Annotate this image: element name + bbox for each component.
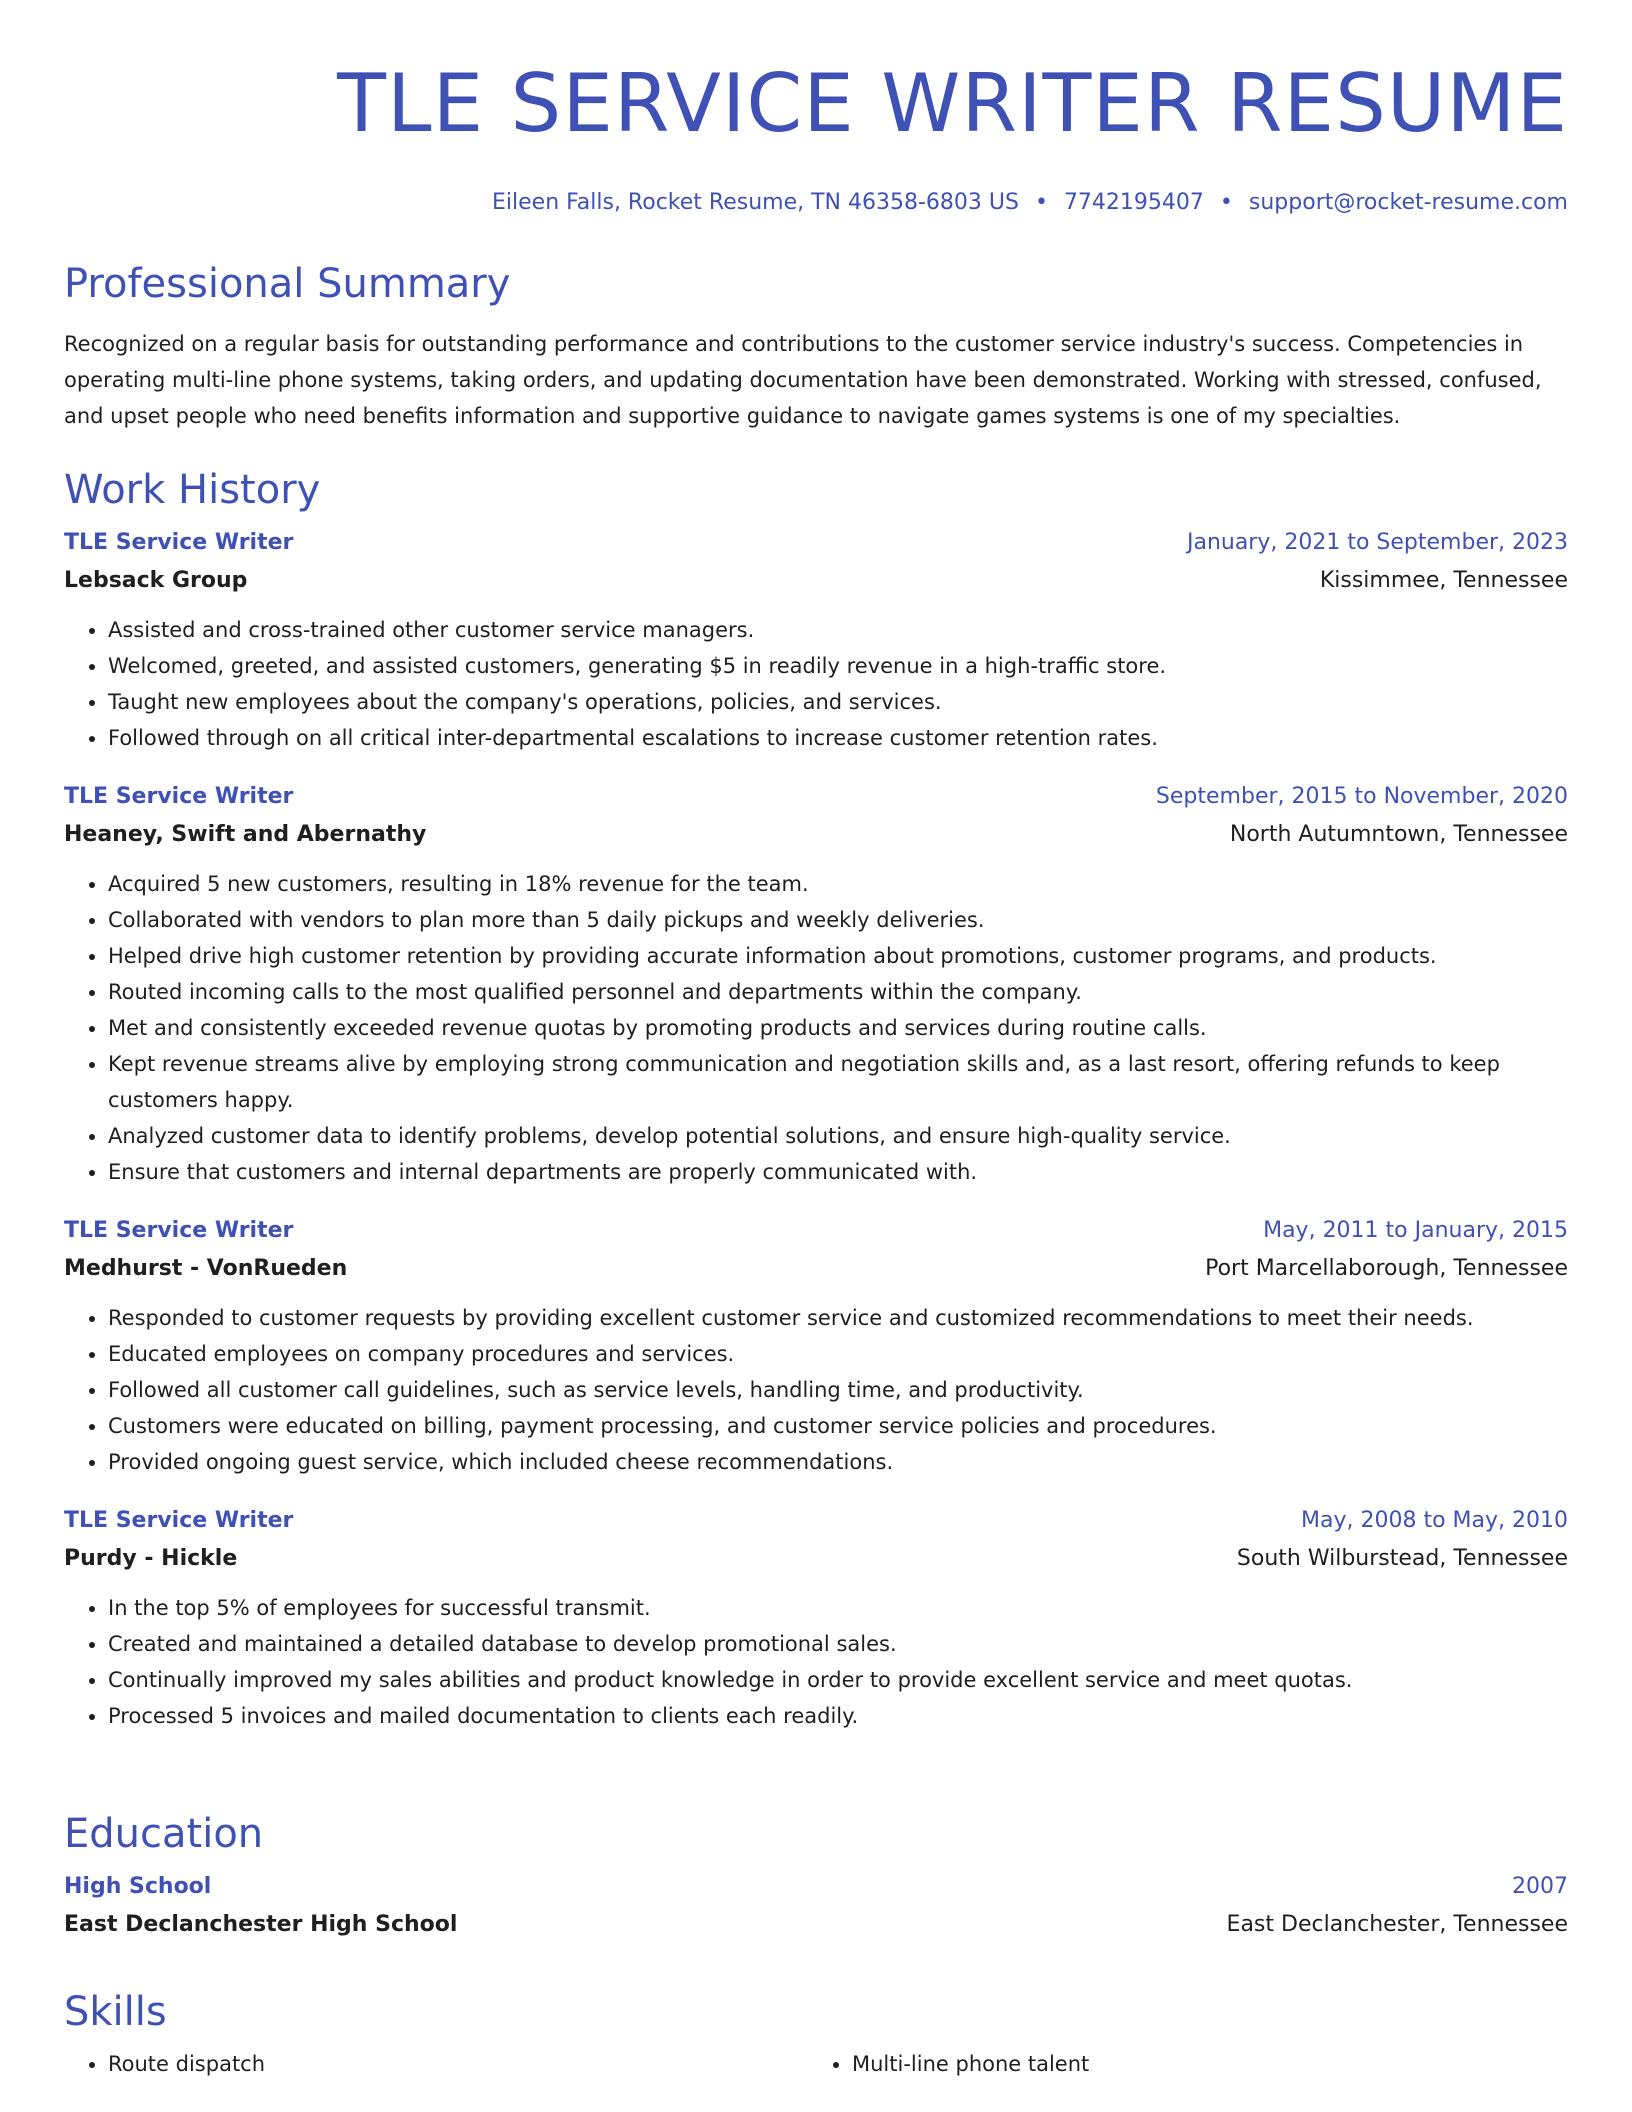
job-bullet: • Assisted and cross-trained other customer service managers.: [108, 612, 1568, 648]
job-bullet: • Taught new employees about the company's operations, policies, and services.: [108, 684, 1568, 720]
job-bullet: • Processed 5 invoices and mailed documentation to clients each readily.: [108, 1698, 1568, 1734]
work-history-heading: Work History: [64, 467, 321, 513]
education-degree: High School: [64, 1874, 212, 1899]
job-company: Lebsack Group: [64, 568, 248, 593]
job-bullets: [64, 1300, 1568, 1480]
summary-heading: Professional Summary: [64, 261, 511, 307]
job-dates: January, 2021 to September, 2023: [1186, 530, 1568, 555]
job-entry: [64, 1212, 1568, 1480]
job-title: TLE Service Writer: [64, 1508, 294, 1533]
job-dates: May, 2008 to May, 2010: [1301, 1508, 1568, 1533]
job-company-row: [64, 1540, 1568, 1578]
skill-item: • Route dispatch: [108, 2046, 808, 2082]
job-bullet: • Acquired 5 new customers, resulting in 18% revenue for the team.: [108, 866, 1568, 902]
education-school: East Declanchester High School: [64, 1912, 458, 1937]
job-title: TLE Service Writer: [64, 784, 294, 809]
contact-separator: •: [1219, 190, 1233, 215]
job-entry: [64, 524, 1568, 756]
job-entry: [64, 1502, 1568, 1734]
job-header-row: [64, 524, 1568, 562]
job-bullet: • Created and maintained a detailed database to develop promotional sales.: [108, 1626, 1568, 1662]
job-bullets: [64, 612, 1568, 756]
job-location: Port Marcellaborough, Tennessee: [1205, 1256, 1568, 1281]
job-location: South Wilburstead, Tennessee: [1236, 1546, 1568, 1571]
job-bullet: • Collaborated with vendors to plan more than 5 daily pickups and weekly deliveries.: [108, 902, 1568, 938]
job-bullet: • Ensure that customers and internal departments are properly communicated with.: [108, 1154, 1568, 1190]
job-header-row: [64, 1212, 1568, 1250]
job-bullet: • Responded to customer requests by providing excellent customer service and customized recommendations to meet their needs.: [108, 1300, 1568, 1336]
resume-title: TLE SERVICE WRITER RESUME: [337, 57, 1568, 150]
job-bullet: • Met and consistently exceeded revenue quotas by promoting products and services during routine calls.: [108, 1010, 1568, 1046]
skills-heading: Skills: [64, 1989, 167, 2035]
job-bullet: • Customers were educated on billing, payment processing, and customer service policies and procedures.: [108, 1408, 1568, 1444]
job-bullet: • Analyzed customer data to identify problems, develop potential solutions, and ensure high-quality service.: [108, 1118, 1568, 1154]
summary-text: Recognized on a regular basis for outstanding performance and contributions to the customer service industry's success. Competencies in operating multi-line phone systems, taking orders, and updating documentation have been demonstrated. Working with stressed, confused, and upset people who need benefits information and supportive guidance to navigate games systems is one of my specialties.: [64, 332, 1542, 428]
contact-email: support@rocket-resume.com: [1248, 190, 1568, 215]
job-dates: May, 2011 to January, 2015: [1263, 1218, 1568, 1243]
job-bullet: • Followed through on all critical inter-departmental escalations to increase customer retention rates.: [108, 720, 1568, 756]
job-bullet: • Educated employees on company procedures and services.: [108, 1336, 1568, 1372]
skills-columns: [64, 2046, 1568, 2082]
job-bullet: • In the top 5% of employees for successful transmit.: [108, 1590, 1568, 1626]
job-dates: September, 2015 to November, 2020: [1155, 784, 1568, 809]
contact-separator: •: [1034, 190, 1048, 215]
job-bullet: • Followed all customer call guidelines, such as service levels, handling time, and productivity.: [108, 1372, 1568, 1408]
job-company: Purdy - Hickle: [64, 1546, 238, 1571]
job-bullet: • Kept revenue streams alive by employing strong communication and negotiation skills and, as a last resort, offering refunds to keep customers happy.: [108, 1046, 1568, 1118]
contact-line: [64, 188, 1568, 218]
education-degree-row: [64, 1868, 1568, 1906]
job-bullets: [64, 866, 1568, 1190]
job-company-row: [64, 1250, 1568, 1288]
skills-list-right: [808, 2046, 1552, 2082]
education-heading: Education: [64, 1811, 264, 1857]
skills-list-left: [64, 2046, 808, 2082]
job-bullets: [64, 1590, 1568, 1734]
job-title: TLE Service Writer: [64, 530, 294, 555]
job-company-row: [64, 816, 1568, 854]
education-year: 2007: [1512, 1874, 1568, 1899]
education-school-row: [64, 1906, 1568, 1944]
work-history-section: [64, 464, 1568, 1734]
summary-section: [64, 258, 1568, 434]
contact-address: Eileen Falls, Rocket Resume, TN 46358-6803 US: [492, 190, 1019, 215]
job-location: Kissimmee, Tennessee: [1319, 568, 1568, 593]
job-company: Medhurst - VonRueden: [64, 1256, 348, 1281]
job-bullet: • Helped drive high customer retention by providing accurate information about promotions, customer programs, and products.: [108, 938, 1568, 974]
job-bullet: • Welcomed, greeted, and assisted customers, generating $5 in readily revenue in a high-traffic store.: [108, 648, 1568, 684]
job-company-row: [64, 562, 1568, 600]
education-location: East Declanchester, Tennessee: [1226, 1912, 1568, 1937]
job-bullet: • Routed incoming calls to the most qualified personnel and departments within the company.: [108, 974, 1568, 1010]
job-header-row: [64, 1502, 1568, 1540]
job-header-row: [64, 778, 1568, 816]
resume-page: [64, 0, 1568, 2076]
skills-section: [64, 1986, 1568, 2082]
job-company: Heaney, Swift and Abernathy: [64, 822, 427, 847]
job-title: TLE Service Writer: [64, 1218, 294, 1243]
education-section: [64, 1808, 1568, 1944]
job-location: North Autumntown, Tennessee: [1229, 822, 1568, 847]
job-entry: [64, 778, 1568, 1190]
skill-item: • Multi-line phone talent: [852, 2046, 1552, 2082]
job-bullet: • Continually improved my sales abilities and product knowledge in order to provide excellent service and meet quotas.: [108, 1662, 1568, 1698]
contact-phone: 7742195407: [1063, 190, 1204, 215]
job-bullet: • Provided ongoing guest service, which included cheese recommendations.: [108, 1444, 1568, 1480]
